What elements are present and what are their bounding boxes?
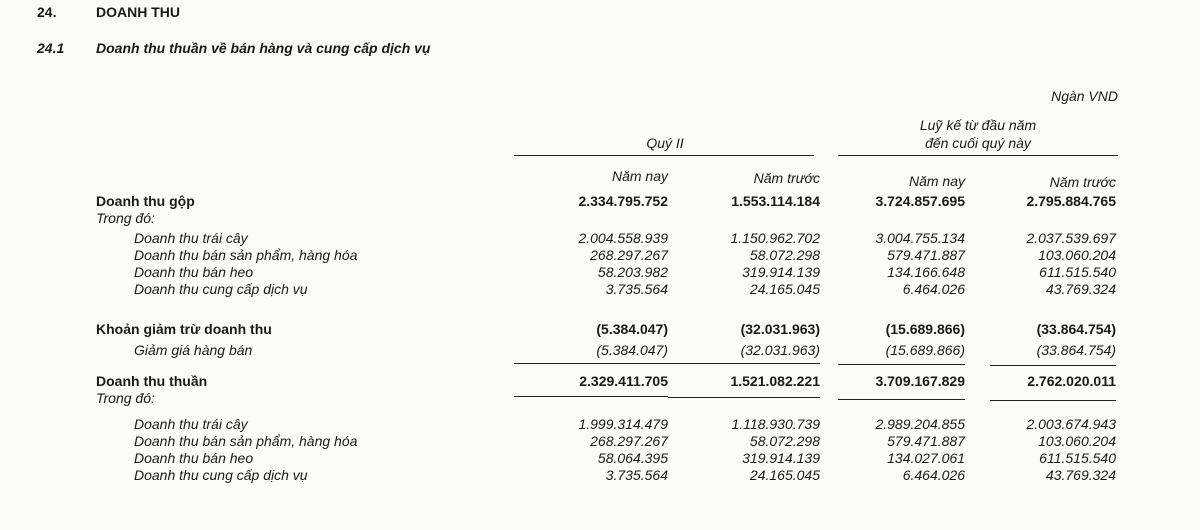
cell-value: 2.762.020.011 xyxy=(1027,373,1116,389)
cell-value: 319.914.139 xyxy=(742,264,820,280)
cell-value: 1.999.314.479 xyxy=(578,416,668,432)
cell-value: 43.769.324 xyxy=(1045,281,1116,297)
cell-value: 134.166.648 xyxy=(887,264,965,280)
cell-value: (33.864.754) xyxy=(1036,321,1116,337)
col-header-ytd-prior: Năm trước xyxy=(1049,174,1116,190)
cell-value: 24.165.045 xyxy=(749,467,820,483)
table-row xyxy=(0,264,1200,282)
table-row xyxy=(0,230,1200,248)
group-header-ytd-line2: đến cuối quý này xyxy=(925,135,1031,151)
cell-value: 103.060.204 xyxy=(1038,247,1116,263)
cell-value: (32.031.963) xyxy=(740,321,820,337)
cell-value: 1.118.930.739 xyxy=(731,416,820,432)
subtotal-rule xyxy=(990,365,1116,366)
cell-value: 579.471.887 xyxy=(887,433,965,449)
table-row xyxy=(0,281,1200,299)
col-header-quarter-current: Năm nay xyxy=(611,168,668,184)
cell-value: (32.031.963) xyxy=(740,342,820,358)
total-rule xyxy=(838,399,965,400)
group-header-ytd-line1: Luỹ kế từ đầu năm xyxy=(919,117,1037,133)
cell-value: 6.464.026 xyxy=(902,467,965,483)
cell-value: 58.203.982 xyxy=(597,264,668,280)
cell-value: 58.064.395 xyxy=(597,450,668,466)
cell-value: (5.384.047) xyxy=(596,342,668,358)
table-row xyxy=(0,193,1200,211)
cell-value: 3.724.857.695 xyxy=(875,193,965,209)
cell-value: 268.297.267 xyxy=(590,433,668,449)
cell-value: 3.004.755.134 xyxy=(875,230,965,246)
cell-value: 268.297.267 xyxy=(590,247,668,263)
cell-value: 1.553.114.184 xyxy=(731,193,820,209)
row-label: Khoản giảm trừ doanh thu xyxy=(96,321,272,337)
subsection-number: 24.1 xyxy=(37,40,65,56)
cell-value: 3.709.167.829 xyxy=(875,373,965,389)
cell-value: 2.334.795.752 xyxy=(578,193,668,209)
col-header-quarter-prior: Năm trước xyxy=(753,170,820,186)
table-row xyxy=(0,247,1200,265)
cell-value: 103.060.204 xyxy=(1038,433,1116,449)
row-label: Doanh thu bán sản phẩm, hàng hóa xyxy=(134,247,358,263)
subtotal-rule xyxy=(838,364,965,365)
cell-value: 58.072.298 xyxy=(749,433,820,449)
cell-value: (15.689.866) xyxy=(885,342,965,358)
subtotal-rule xyxy=(514,363,668,364)
row-label: Giảm giá hàng bán xyxy=(134,342,253,358)
table-row xyxy=(0,416,1200,434)
total-rule xyxy=(668,397,820,398)
row-label: Trong đó: xyxy=(96,210,155,226)
table-row xyxy=(0,467,1200,485)
cell-value: 579.471.887 xyxy=(887,247,965,263)
cell-value: 2.329.411.705 xyxy=(579,373,668,389)
cell-value: 58.072.298 xyxy=(749,247,820,263)
group-header-ytd-rule xyxy=(838,155,1118,156)
table-row xyxy=(0,433,1200,451)
cell-value: 134.027.061 xyxy=(887,450,965,466)
group-header-quarter-rule xyxy=(514,155,814,156)
cell-value: 611.515.540 xyxy=(1039,264,1116,280)
cell-value: (33.864.754) xyxy=(1036,342,1116,358)
cell-value: 1.150.962.702 xyxy=(730,230,820,246)
row-label: Doanh thu trái cây xyxy=(134,230,248,246)
row-label: Trong đó: xyxy=(96,390,155,406)
cell-value: 1.521.082.221 xyxy=(730,373,820,389)
table-row xyxy=(0,321,1200,339)
table-row xyxy=(0,373,1200,391)
cell-value: 3.735.564 xyxy=(605,467,668,483)
cell-value: 3.735.564 xyxy=(605,281,668,297)
cell-value: 2.003.674.943 xyxy=(1026,416,1116,432)
group-header-quarter: Quý II xyxy=(646,135,684,151)
cell-value: 2.037.539.697 xyxy=(1026,230,1116,246)
subsection-title: Doanh thu thuần về bán hàng và cung cấp dịch vụ xyxy=(96,40,431,56)
section-title: DOANH THU xyxy=(96,4,180,20)
cell-value: 2.989.204.855 xyxy=(875,416,965,432)
col-header-ytd-current: Năm nay xyxy=(908,173,965,189)
row-label: Doanh thu trái cây xyxy=(134,416,248,432)
cell-value: (5.384.047) xyxy=(596,321,668,337)
row-label: Doanh thu gộp xyxy=(96,193,195,209)
cell-value: 611.515.540 xyxy=(1039,450,1116,466)
row-label: Doanh thu thuần xyxy=(96,373,208,389)
row-label: Doanh thu cung cấp dịch vụ xyxy=(134,281,308,297)
table-row xyxy=(0,450,1200,468)
row-label: Doanh thu bán heo xyxy=(134,264,254,280)
total-rule xyxy=(514,396,668,397)
table-row xyxy=(0,390,1200,408)
cell-value: (15.689.866) xyxy=(885,321,965,337)
cell-value: 6.464.026 xyxy=(902,281,965,297)
section-number: 24. xyxy=(37,4,57,20)
table-row xyxy=(0,342,1200,360)
cell-value: 24.165.045 xyxy=(749,281,820,297)
total-rule xyxy=(990,400,1116,401)
row-label: Doanh thu cung cấp dịch vụ xyxy=(134,467,308,483)
cell-value: 2.795.884.765 xyxy=(1026,193,1116,209)
row-label: Doanh thu bán heo xyxy=(134,450,254,466)
row-label: Doanh thu bán sản phẩm, hàng hóa xyxy=(134,433,358,449)
subtotal-rule xyxy=(668,363,820,364)
cell-value: 43.769.324 xyxy=(1045,467,1116,483)
table-row xyxy=(0,210,1200,228)
unit-label: Ngàn VND xyxy=(1051,88,1118,104)
cell-value: 2.004.558.939 xyxy=(578,230,668,246)
cell-value: 319.914.139 xyxy=(742,450,820,466)
